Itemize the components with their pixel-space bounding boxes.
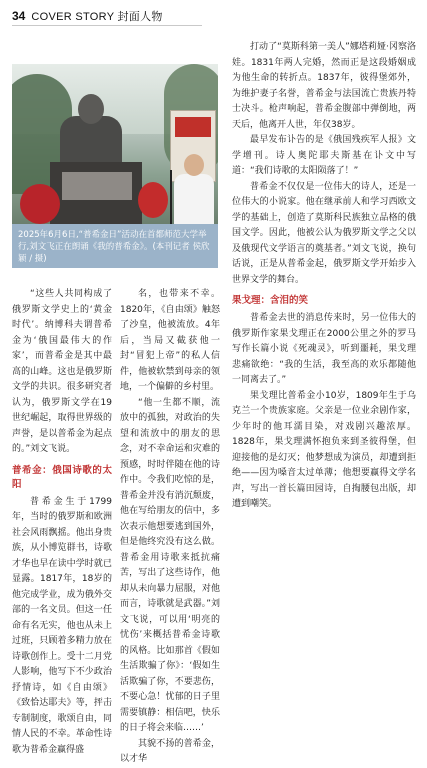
column-left xyxy=(12,287,112,758)
microphone-stand xyxy=(170,170,172,224)
speaker-head xyxy=(184,154,204,176)
poster-banner xyxy=(175,117,211,137)
flower-bouquet xyxy=(138,182,168,218)
body-paragraph: “这些人共同构成了俄罗斯文学史上的‘黄金时代’。纳博科夫谓普希金为‘俄国最伟大的作家’，而普希金是其中最高的山峰。这也是俄罗斯文学的共识。很多研究者认为，俄罗斯文学在19世纪崛起，取得世界级的声誉，是以普希金为起点的。”刘文飞说。 xyxy=(12,289,112,454)
body-paragraph: 果戈理比普希金小10岁，1809年生于乌克兰一个贵族家庭。父亲是一位业余剧作家，少年时的他耳濡目染，对戏剧兴趣浓厚。1828年，果戈理满怀抱负来到圣彼得堡，但迎接他的是幻灭；他梦想成为演员，却遭到拒绝——因为嗓音太过单薄；他想要赢得文学名声，写出一首长篇田园诗，自掏腰包出版，却遭到嘲笑。 xyxy=(232,390,416,509)
body-paragraph: 普希金生于1799年，当时的俄罗斯和欧洲社会风雨飘摇。他出身贵族，从小博览群书，诗歌才华也早在读中学时就已显露。1817年，18岁的他完成学业，成为俄外交部的一名文员。但这一任命有名无实，他也从未上过班，只顾着多精力放在诗歌创作上。受十二月党人影响，他写下不少政治抒情诗，如《自由颂》《致恰达耶夫》等，抨击专制制度，歌颂自由，同情人民的不幸。革命性诗歌为普希金赢得盛 xyxy=(12,496,112,755)
statue-plaque xyxy=(62,172,132,200)
body-paragraph: 普希金去世的消息传来时，另一位伟大的俄罗斯作家果戈理正在2000公里之外的罗马写作长篇小说《死魂灵》，听到噩耗，果戈理悲痛欲绝：“我的生活，我至高的欢乐都随他一同离去了。” xyxy=(232,313,416,385)
body-paragraph: 最早发布讣告的是《俄国残疾军人报》文学增刊。诗人奥陀耶夫斯基在讣文中写道：“我们诗歌的太阳陨落了！” xyxy=(232,135,416,176)
body-paragraph: 其貌不扬的普希金，以才华 xyxy=(120,738,220,764)
photo-caption: 2025年6月6日,“普希金日”活动在首都师范大学举行,刘文飞正在朗诵《我的普希金》。(本刊记者 侯欣颖 / 摄) xyxy=(18,230,210,264)
section-heading: 普希金：俄国诗歌的太阳 xyxy=(12,464,112,490)
body-paragraph: 普希金不仅仅是一位伟大的诗人，还是一位伟大的小说家。他在继承前人和学习西欧文学的基础上，创造了莫斯科民族独立品格的俄国文学。因此，他被公认为俄罗斯文学之父以及俄现代文学语言的奠基者。”刘文飞说，换句话说，正是从普希金起，俄罗斯文学开始步入世界文学的舞台。 xyxy=(232,181,416,285)
speaker-body xyxy=(174,174,214,224)
column-middle xyxy=(120,287,220,768)
page-number: 34 xyxy=(12,9,26,23)
event-photo xyxy=(12,64,218,224)
section-title: COVER STORY 封面人物 xyxy=(31,11,163,23)
body-paragraph: 名，也带来不幸。1820年，《自由颂》触怒了沙皇，他被流放。4年后，当局又截获他一封“冒犯上帝”的私人信件，他被软禁到母亲的领地，一个偏僻的乡村里。 xyxy=(120,289,220,392)
header-rule xyxy=(12,25,202,26)
body-paragraph: 打动了“莫斯科第一美人”娜塔莉娅·冈察洛娃。1831年两人完婚，然而正是这段婚姻成为他生命的转折点。1837年，彼得堡郊外，为维护妻子名誉，普希金与法国流亡贵族丹特士决斗。枪声响起，普希金腹部中弹倒地，两天后，他离开人世，年仅38岁。 xyxy=(232,42,416,130)
page-header xyxy=(12,8,416,24)
body-paragraph: “他一生都不顺，流放中的孤独，对政治的失望和流放中的朋友的思念，对不幸命运和灾难的预感，时时伴随在他的诗作中。令我们吃惊的是，普希金并没有消沉颓废，他在写给朋友的信中，多次表示他想要逃到国外，但是他终究没有这么做。普希金用诗歌来抵抗痛苦，写出了这些诗作，他却从未向暴力屈服，对他而言，诗歌就是武器。”刘文飞说，可以用‘明亮的忧伤’来概括普希金诗歌的风格。比如那首《假如生活欺骗了你》：‘假如生活欺骗了你，不要悲伤，不要心急！忧郁的日子里需要镇静：相信吧，快乐的日子将会来临……’ xyxy=(120,397,220,733)
column-right xyxy=(232,40,416,513)
statue-head xyxy=(78,94,104,124)
section-heading: 果戈理：含泪的笑 xyxy=(232,295,309,306)
flower-bouquet xyxy=(20,184,60,224)
